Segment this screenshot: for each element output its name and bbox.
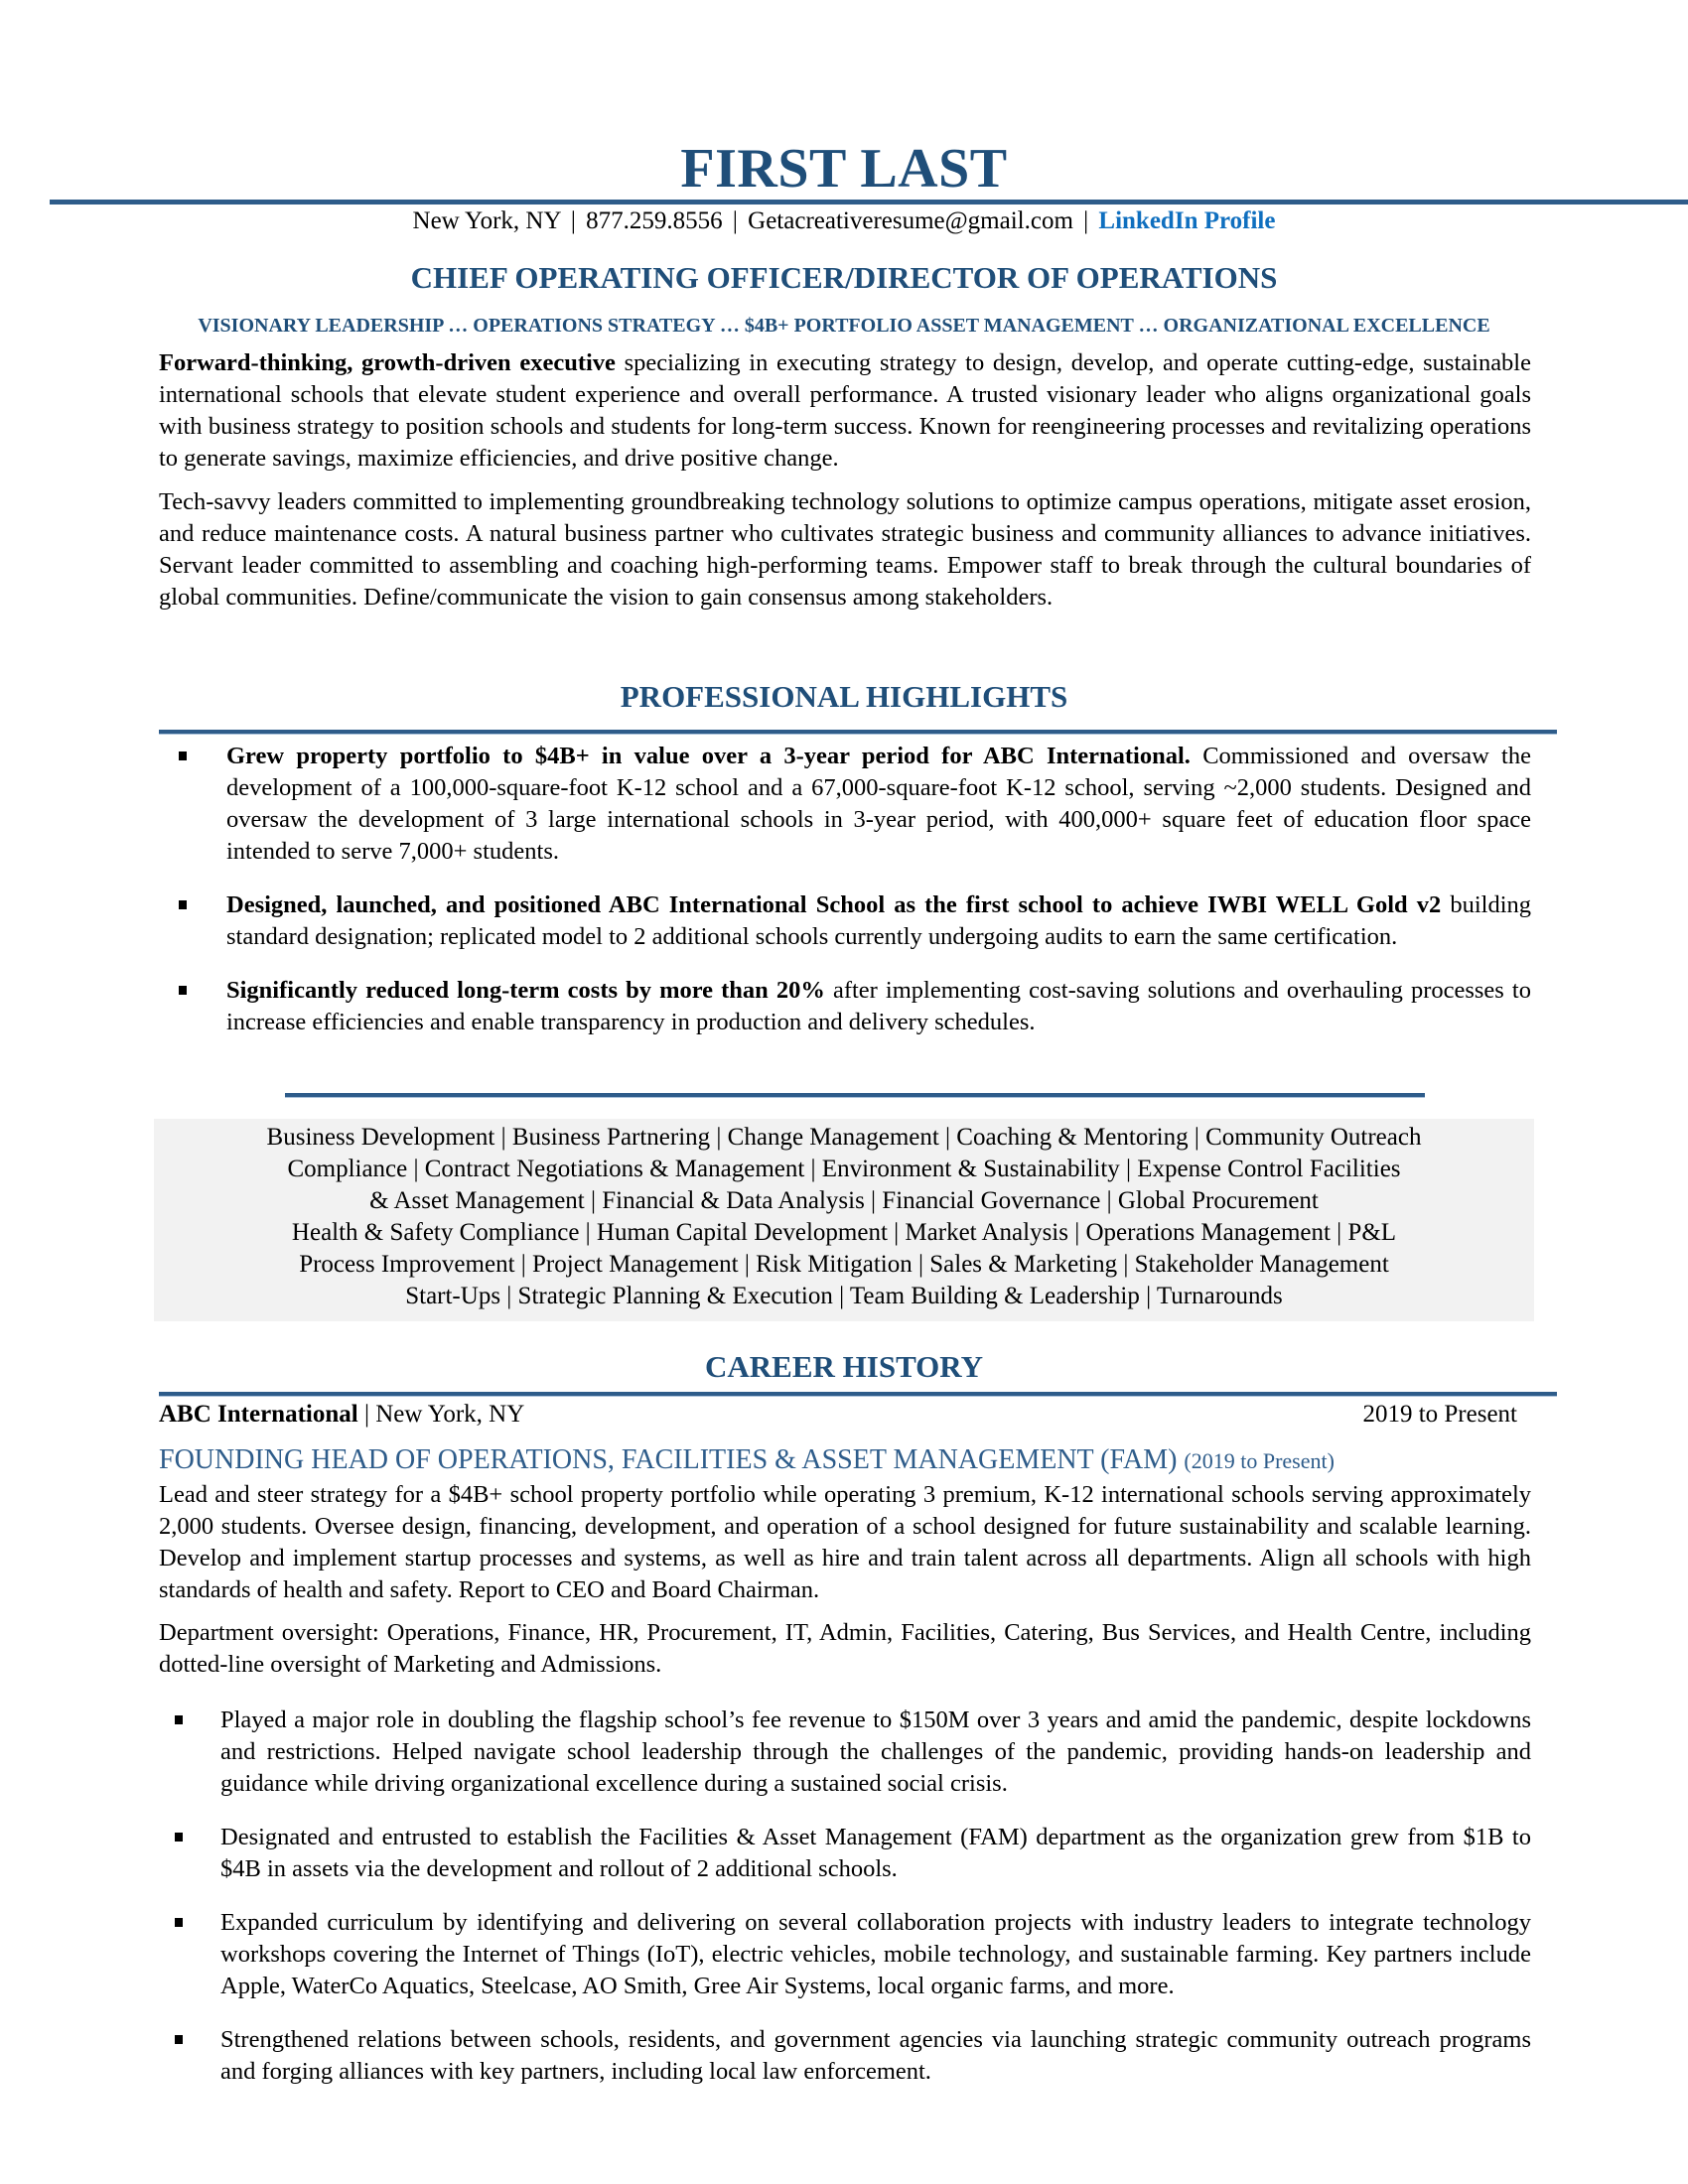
highlight-text: after implementing cost-saving solutions and overhauling processes to increase efficiencies and enable transparency in production and delivery schedules. bbox=[226, 977, 1531, 1035]
skills-line: Compliance | Contract Negotiations & Management | Environment & Sustainability | Expense Control Facilities bbox=[287, 1156, 1401, 1182]
employer-line bbox=[159, 1398, 1517, 1432]
headline: CHIEF OPERATING OFFICER/DIRECTOR OF OPERATIONS bbox=[410, 260, 1278, 295]
skills-line: Health & Safety Compliance | Human Capital Development | Market Analysis | Operations Management | P&L bbox=[291, 1219, 1397, 1246]
list-item bbox=[159, 975, 1531, 1038]
bullet-icon bbox=[179, 751, 187, 760]
highlight-text: Commissioned and oversaw the development of a 100,000-square-foot K-12 school and a 67,000-square-foot K-12 school, serving ~2,000 students. Designed and oversaw the development of 3 large international schools in 3-year period, with 400,000+ square feet of education floor space intended to serve 7,000+ students. bbox=[226, 743, 1531, 865]
skills-box bbox=[154, 1119, 1534, 1321]
section-title-highlights: PROFESSIONAL HIGHLIGHTS bbox=[620, 679, 1068, 714]
contact-separator: | bbox=[732, 207, 738, 234]
contact-line bbox=[0, 205, 1688, 238]
employer-location: New York, NY bbox=[375, 1401, 525, 1428]
skills-line: Business Development | Business Partnering | Change Management | Coaching & Mentoring | Community Outreach bbox=[266, 1124, 1422, 1151]
skills-line: & Asset Management | Financial & Data Analysis | Financial Governance | Global Procurement bbox=[369, 1187, 1319, 1214]
employer-dates: 2019 to Present bbox=[1362, 1401, 1517, 1428]
skills-divider bbox=[285, 1093, 1425, 1097]
summary-paragraph-2: Tech-savvy leaders committed to implementing groundbreaking technology solutions to optimize campus operations, mitigate asset erosion, and reduce maintenance costs. A natural business partner who cultivates strategic business and community alliances to advance initiatives. Servant leader committed to assembling and coaching high-performing teams. Empower staff to break through the cultural boundaries of global communities. Define/communicate the vision to gain consensus among stakeholders. bbox=[159, 488, 1531, 611]
achievement-text: Expanded curriculum by identifying and delivering on several collaboration projects with industry leaders to integrate technology workshops covering the Internet of Things (IoT), electric vehicles, mobile technology, and sustainable farming. Key partners include Apple, WaterCo Aquatics, Steelcase, AO Smith, Gree Air Systems, local organic farms, and more. bbox=[220, 1909, 1531, 1999]
summary-paragraph-1 bbox=[159, 347, 1531, 475]
contact-separator: | bbox=[570, 207, 576, 234]
job-description: Lead and steer strategy for a $4B+ school property portfolio while operating 3 premium, K-12 international schools serving approximately 2,000 students. Oversee design, financing, development, and operation of a school designed for future sustainability and scalable learning. Develop and implement startup processes and systems, as well as hire and train talent across all departments. Align all schools with high standards of health and safety. Report to CEO and Board Chairman. bbox=[159, 1481, 1531, 1603]
list-item bbox=[159, 1705, 1531, 1800]
bullet-icon bbox=[179, 986, 187, 995]
highlight-lead: Significantly reduced long-term costs by more than 20% bbox=[226, 977, 825, 1004]
employer-info bbox=[159, 1398, 524, 1432]
contact-separator: | bbox=[1083, 207, 1089, 234]
achievement-text: Strengthened relations between schools, residents, and government agencies via launching strategic community outreach programs and forging alliances with key partners, including local law enforcement. bbox=[220, 2026, 1531, 2085]
job-title-text: FOUNDING HEAD OF OPERATIONS, FACILITIES & ASSET MANAGEMENT (FAM) bbox=[159, 1444, 1178, 1475]
achievement-text: Played a major role in doubling the flagship school’s fee revenue to $150M over 3 years and amid the pandemic, despite lockdowns and restrictions. Helped navigate school leadership through the challenges of the pandemic, providing hands-on leadership and guidance while driving organizational excellence during a sustained social crisis. bbox=[220, 1706, 1531, 1797]
list-item bbox=[159, 2024, 1531, 2088]
bullet-icon bbox=[175, 2035, 183, 2044]
bullet-icon bbox=[175, 1833, 183, 1842]
section-divider bbox=[159, 730, 1557, 734]
list-item bbox=[159, 1822, 1531, 1885]
bullet-icon bbox=[179, 900, 187, 909]
section-divider bbox=[159, 1392, 1557, 1396]
list-item bbox=[159, 741, 1531, 868]
highlight-lead: Grew property portfolio to $4B+ in value over a 3-year period for ABC International. bbox=[226, 743, 1191, 769]
linkedin-link[interactable]: LinkedIn Profile bbox=[1098, 207, 1276, 234]
highlight-text: building standard designation; replicated model to 2 additional schools currently undergoing audits to earn the same certification. bbox=[226, 891, 1531, 950]
contact-location: New York, NY bbox=[412, 207, 561, 234]
job-achievements-list bbox=[159, 1705, 1531, 2088]
job-oversight: Department oversight: Operations, Finance, HR, Procurement, IT, Admin, Facilities, Catering, Bus Services, and Health Centre, including dotted-line oversight of Marketing and Admissions. bbox=[159, 1619, 1531, 1678]
summary-lead: Forward-thinking, growth-driven executive bbox=[159, 349, 616, 376]
employer-separator: | bbox=[357, 1401, 376, 1428]
contact-phone: 877.259.8556 bbox=[586, 207, 723, 234]
achievement-text: Designated and entrusted to establish the Facilities & Asset Management (FAM) department as the organization grew from $1B to $4B in assets via the development and rollout of 2 additional schools. bbox=[220, 1824, 1531, 1882]
section-title-career: CAREER HISTORY bbox=[705, 1349, 983, 1384]
list-item bbox=[159, 889, 1531, 953]
summary-text: specializing in executing strategy to design, develop, and operate cutting-edge, sustainable international schools that elevate student experience and overall performance. A trusted visionary leader who aligns organizational goals with business strategy to position schools and students for long-term success. Known for reengineering processes and revitalizing operations to generate savings, maximize efficiencies, and drive positive change. bbox=[159, 349, 1531, 472]
highlight-lead: Designed, launched, and positioned ABC International School as the first school to achieve IWBI WELL Gold v2 bbox=[226, 891, 1442, 918]
job-title bbox=[159, 1443, 1335, 1478]
list-item bbox=[159, 1907, 1531, 2002]
highlights-list bbox=[159, 741, 1531, 1038]
job-dates: (2019 to Present) bbox=[1184, 1448, 1335, 1473]
tagline: VISIONARY LEADERSHIP … OPERATIONS STRATEGY … $4B+ PORTFOLIO ASSET MANAGEMENT … ORGANIZATIONAL EXCELLENCE bbox=[198, 315, 1490, 337]
contact-email[interactable]: Getacreativeresume@gmail.com bbox=[748, 207, 1073, 234]
skills-line: Start-Ups | Strategic Planning & Execution | Team Building & Leadership | Turnarounds bbox=[405, 1283, 1283, 1309]
bullet-icon bbox=[175, 1715, 183, 1724]
bullet-icon bbox=[175, 1918, 183, 1927]
employer-company: ABC International bbox=[159, 1401, 358, 1428]
resume-name: FIRST LAST bbox=[680, 138, 1008, 200]
skills-line: Process Improvement | Project Management | Risk Mitigation | Sales & Marketing | Stakeholder Management bbox=[299, 1251, 1389, 1278]
